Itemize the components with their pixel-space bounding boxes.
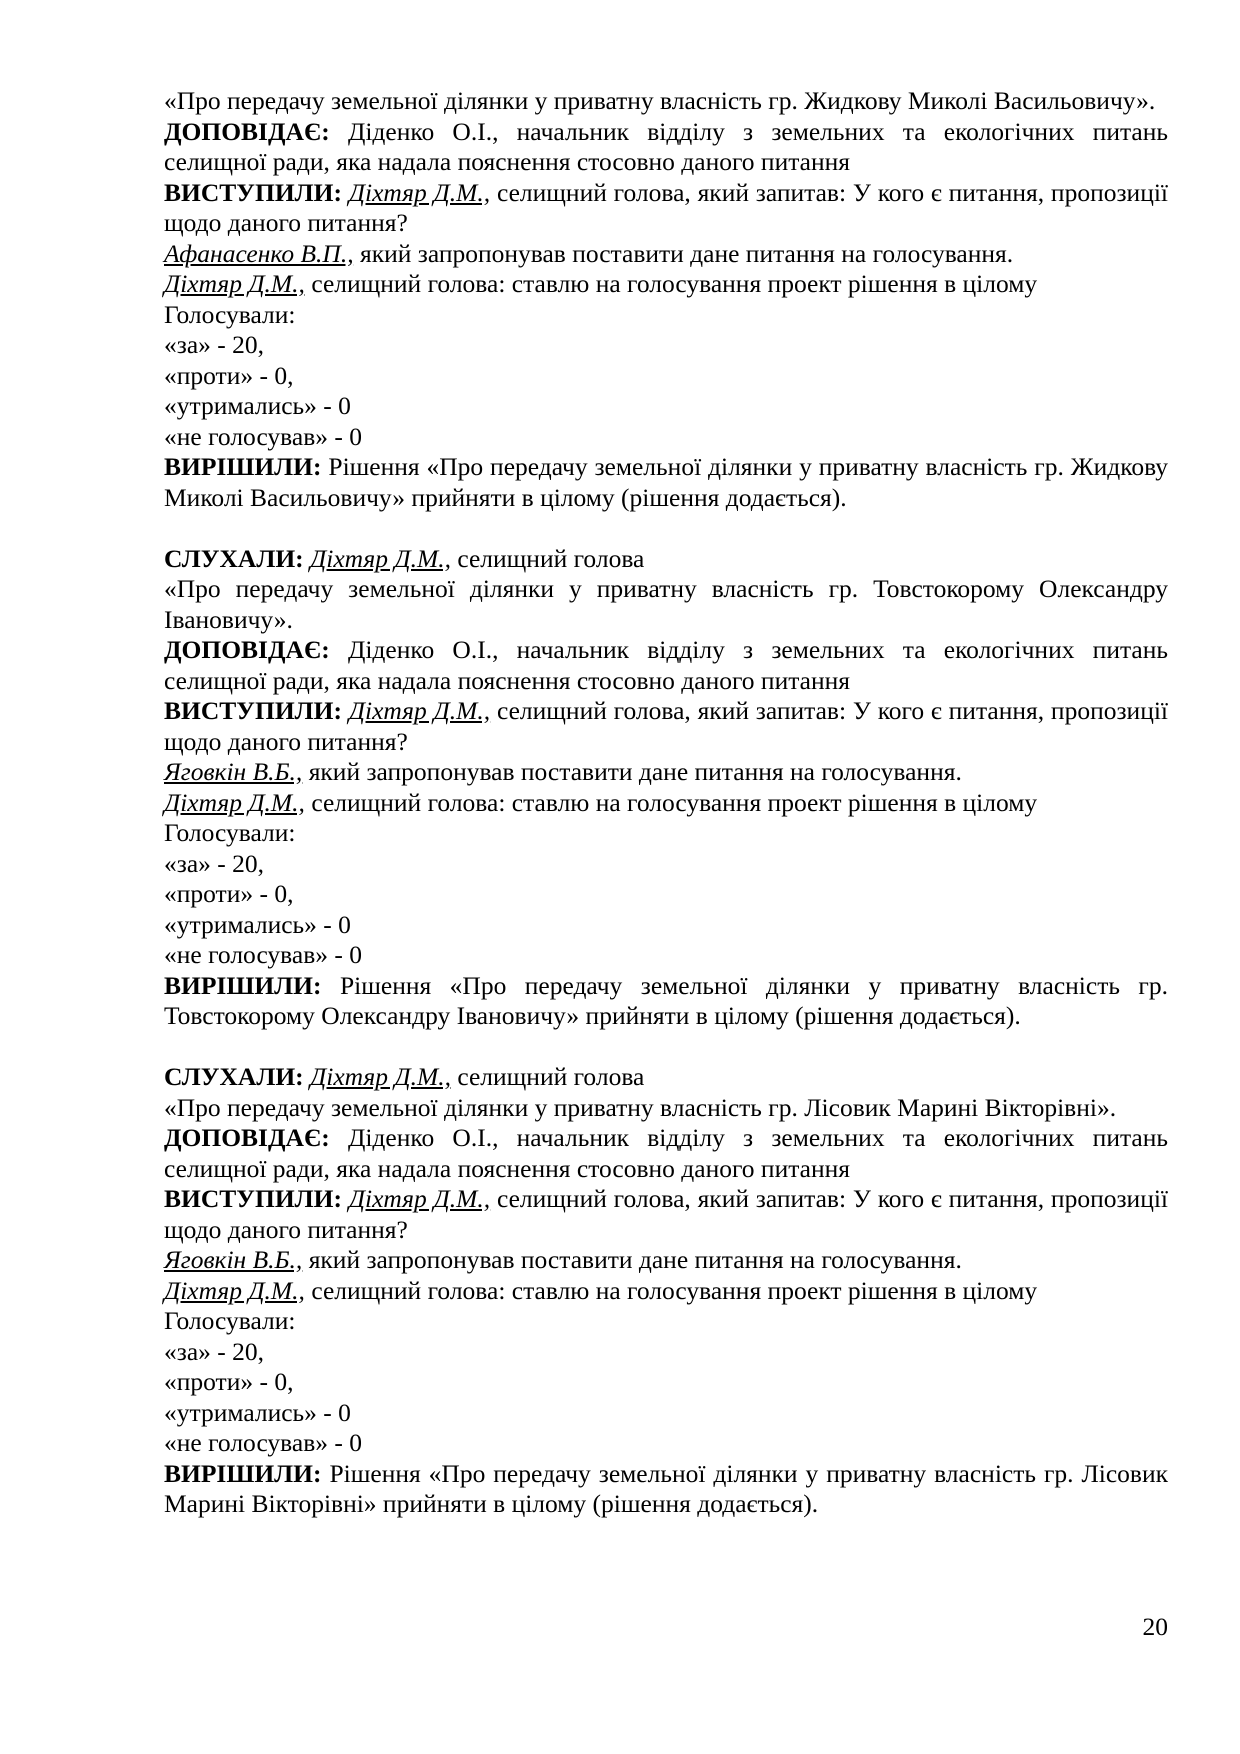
- reporter-line: [164, 635, 1168, 696]
- reporter-text: Діденко О.І., начальник відділу з земельних та екологічних питань селищної ради, яка надала пояснення стосовно даного питання: [164, 116, 1169, 176]
- vote-none: «не голосував» - 0: [164, 421, 362, 451]
- voted-label: Голосували:: [164, 1306, 296, 1335]
- speaker-name: Діхтяр Д.М.,: [348, 177, 491, 207]
- page-number: 20: [1142, 1612, 1168, 1641]
- decided-label: ВИРІШИЛИ:: [164, 1458, 322, 1488]
- vote-abstain: «утримались» - 0: [164, 909, 351, 939]
- speaker-name: Діхтяр Д.М.,: [348, 1184, 491, 1213]
- chair-text: селищний голова: ставлю на голосування проект рішення в цілому: [311, 1275, 1038, 1305]
- speaker-text: селищний голова, який запитав: У кого є питання, пропозиції щодо даного питання?: [164, 177, 1169, 237]
- reporter-label: ДОПОВІДАЄ:: [164, 635, 330, 664]
- vote-abstain: «утримались» - 0: [164, 1397, 351, 1427]
- proposer-name: Яговкін В.Б.,: [164, 1245, 303, 1274]
- speakers-line: [164, 696, 1168, 757]
- proposer-text: який запропонував поставити дане питання на голосування.: [308, 1245, 962, 1274]
- heard-role: селищний голова: [457, 543, 645, 573]
- vote-for: «за» - 20,: [164, 1336, 265, 1366]
- proposer-text: який запропонував поставити дане питання на голосування.: [359, 238, 1014, 268]
- vote-abstain: «утримались» - 0: [164, 391, 351, 420]
- reporter-text: Діденко О.І., начальник відділу з земельних та екологічних питань селищної ради, яка надала пояснення стосовно даного питання: [164, 1123, 1169, 1183]
- proposer-text: який запропонував поставити дане питання на голосування.: [308, 757, 962, 786]
- proposer-name: Яговкін В.Б.,: [164, 757, 303, 786]
- heard-label: СЛУХАЛИ:: [164, 1062, 304, 1091]
- speakers-line: [164, 178, 1168, 239]
- reporter-label: ДОПОВІДАЄ:: [164, 116, 330, 146]
- reporter-line: [164, 117, 1168, 178]
- agenda-topic: «Про передачу земельної ділянки у приватну власність гр. Лісовик Марині Вікторівні».: [164, 1092, 1117, 1122]
- reporter-line: [164, 1123, 1168, 1184]
- chair-name: Діхтяр Д.М.,: [164, 269, 305, 298]
- proposer-line: [164, 1245, 1168, 1276]
- speaker-name: Діхтяр Д.М.,: [348, 696, 491, 725]
- heard-role: селищний голова: [457, 1062, 645, 1091]
- vote-for: «за» - 20,: [164, 848, 265, 878]
- proposer-line: [164, 239, 1168, 270]
- decision-line: [164, 452, 1168, 513]
- chair-name: Діхтяр Д.М.,: [164, 1275, 305, 1305]
- agenda-item: [164, 1062, 1168, 1520]
- decided-label: ВИРІШИЛИ:: [164, 970, 322, 1000]
- minutes-body: [164, 86, 1168, 1520]
- reporter-text: Діденко О.І., начальник відділу з земельних та екологічних питань селищної ради, яка надала пояснення стосовно даного питання: [164, 635, 1169, 695]
- vote-none: «не голосував» - 0: [164, 1428, 362, 1457]
- vote-for: «за» - 20,: [164, 330, 265, 359]
- speakers-label: ВИСТУПИЛИ:: [164, 696, 342, 725]
- heard-name: Діхтяр Д.М.,: [310, 1062, 451, 1091]
- vote-against: «проти» - 0,: [164, 1367, 294, 1396]
- chair-name: Діхтяр Д.М.,: [164, 787, 305, 817]
- heard-name: Діхтяр Д.М.,: [310, 543, 451, 573]
- speakers-label: ВИСТУПИЛИ:: [164, 1184, 342, 1213]
- voted-label: Голосували:: [164, 818, 296, 847]
- proposer-name: Афанасенко В.П.,: [164, 238, 354, 268]
- agenda-topic: «Про передачу земельної ділянки у приватну власність гр. Жидкову Миколі Васильовичу».: [164, 86, 1156, 115]
- voted-label: Голосували:: [164, 299, 296, 329]
- agenda-topic: «Про передачу земельної ділянки у приватну власність гр. Товстокорому Олександру Івановичу».: [164, 574, 1168, 634]
- heard-label: СЛУХАЛИ:: [164, 543, 304, 573]
- speakers-label: ВИСТУПИЛИ:: [164, 177, 342, 207]
- decided-label: ВИРІШИЛИ:: [164, 452, 322, 481]
- chair-text: селищний голова: ставлю на голосування проект рішення в цілому: [311, 787, 1038, 817]
- decided-text: Рішення «Про передачу земельної ділянки у приватну власність гр. Товстокорому Олександру Івановичу» прийняти в цілому (рішення додається).: [164, 970, 1169, 1030]
- vote-none: «не голосував» - 0: [164, 940, 362, 969]
- chair-line: [164, 788, 1168, 819]
- speaker-text: селищний голова, який запитав: У кого є питання, пропозиції щодо даного питання?: [164, 696, 1169, 756]
- speakers-line: [164, 1184, 1168, 1245]
- vote-against: «проти» - 0,: [164, 360, 294, 390]
- proposer-line: [164, 757, 1168, 788]
- chair-line: [164, 269, 1168, 300]
- agenda-item: [164, 86, 1168, 513]
- chair-text: селищний голова: ставлю на голосування проект рішення в цілому: [311, 269, 1038, 298]
- section-gap: [164, 513, 1168, 544]
- decided-text: Рішення «Про передачу земельної ділянки у приватну власність гр. Жидкову Миколі Васильовичу» прийняти в цілому (рішення додається).: [164, 452, 1168, 512]
- vote-against: «проти» - 0,: [164, 879, 294, 908]
- chair-line: [164, 1276, 1168, 1307]
- reporter-label: ДОПОВІДАЄ:: [164, 1123, 330, 1152]
- decision-line: [164, 1459, 1168, 1520]
- section-gap: [164, 1032, 1168, 1063]
- agenda-item: [164, 544, 1168, 1032]
- heard-line: [164, 544, 1168, 575]
- decided-text: Рішення «Про передачу земельної ділянки у приватну власність гр. Лісовик Марині Вікторівні» прийняти в цілому (рішення додається).: [164, 1458, 1168, 1518]
- heard-line: [164, 1062, 1168, 1093]
- speaker-text: селищний голова, який запитав: У кого є питання, пропозиції щодо даного питання?: [164, 1184, 1169, 1244]
- decision-line: [164, 971, 1168, 1032]
